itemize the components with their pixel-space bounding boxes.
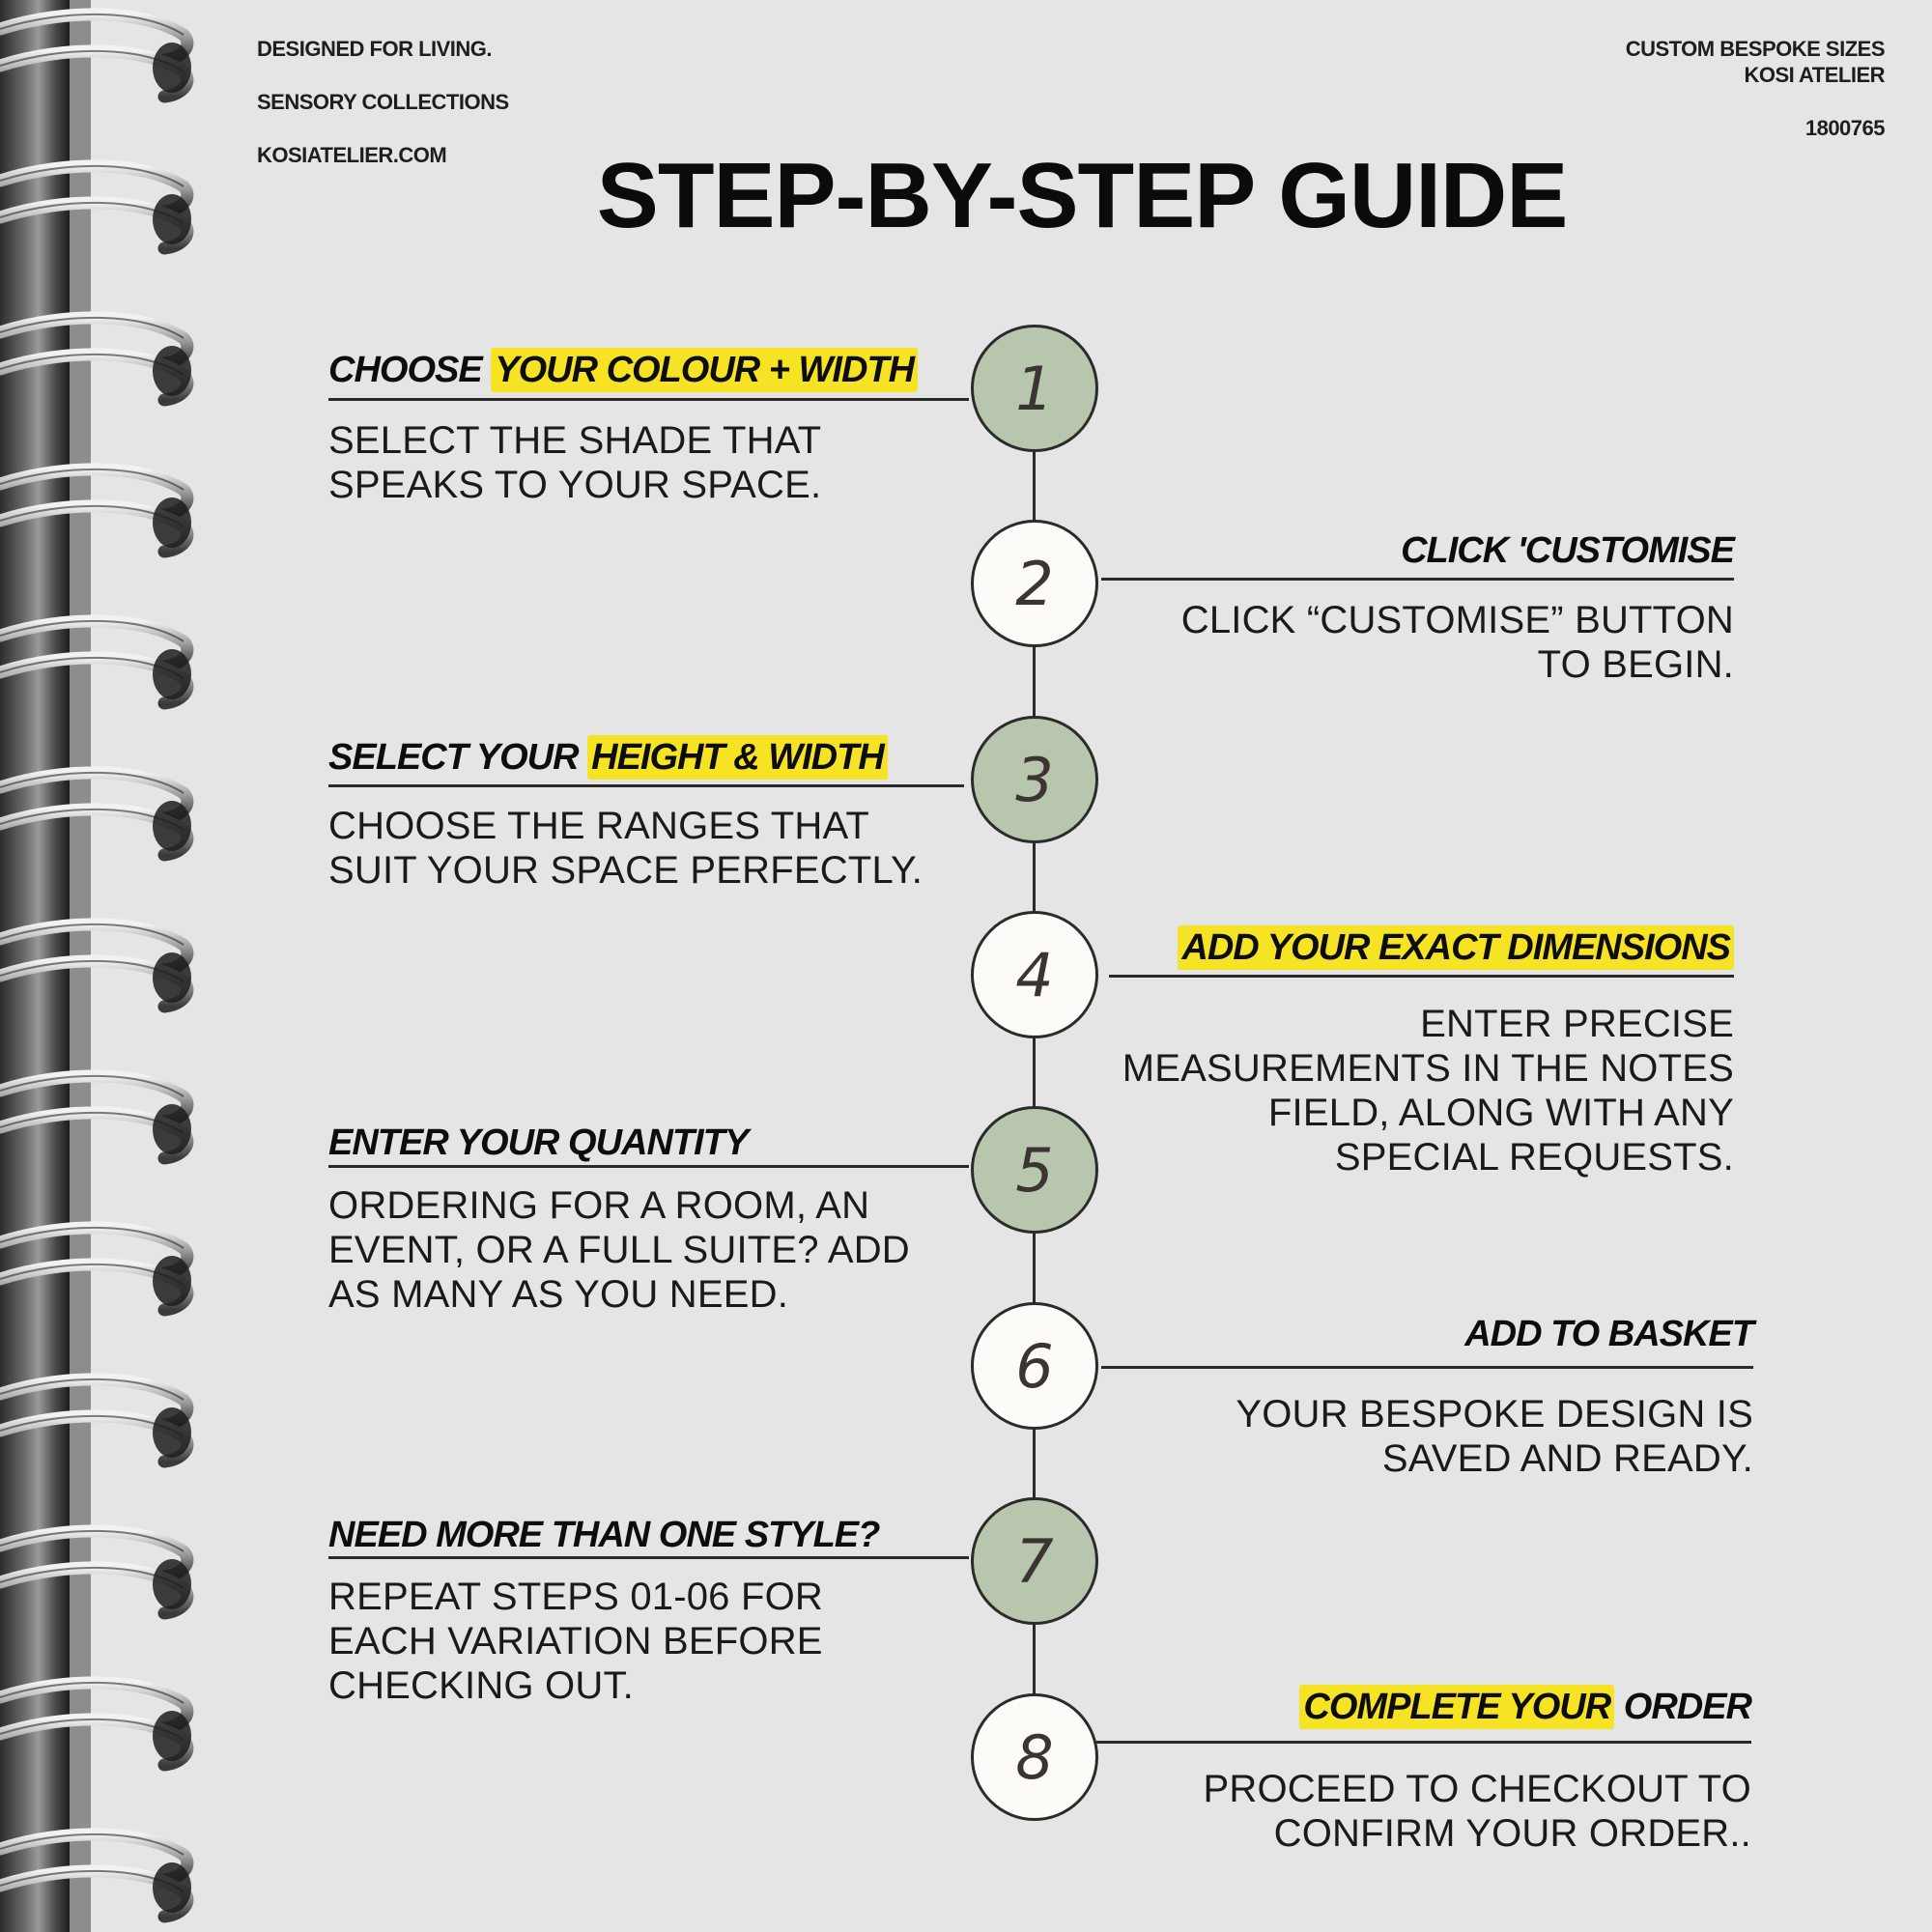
step-description-line: MEASUREMENTS IN THE NOTES [1122, 1047, 1734, 1090]
step-title-highlight: YOUR COLOUR + WIDTH [491, 348, 918, 392]
step-number-circle: 2 [971, 520, 1098, 647]
step-divider [328, 784, 964, 787]
step-description-line: REPEAT STEPS 01-06 FOR [328, 1576, 823, 1618]
step-title-text: NEED MORE THAN ONE STYLE? [328, 1515, 880, 1555]
step-title-text: SELECT YOUR [328, 737, 588, 778]
page-title: STEP-BY-STEP GUIDE [596, 144, 1568, 247]
step-description-line: TO BEGIN. [1537, 643, 1734, 686]
step-title-highlight: ADD YOUR EXACT DIMENSIONS [1178, 925, 1734, 970]
step-description-line: SUIT YOUR SPACE PERFECTLY. [328, 849, 923, 892]
step-divider [1109, 975, 1734, 978]
step-divider [1101, 1366, 1753, 1369]
step-description-line: CHECKING OUT. [328, 1664, 634, 1707]
step-number-circle: 8 [971, 1693, 1098, 1821]
step-description [328, 418, 821, 507]
step-title [328, 1124, 748, 1161]
step-title [328, 1517, 879, 1553]
step-description-line: ORDERING FOR A ROOM, AN [328, 1184, 870, 1227]
step-title-text: ADD TO BASKET [1464, 1314, 1753, 1354]
step-description [328, 804, 923, 893]
step-number-circle: 1 [971, 325, 1098, 452]
step-title-text: ENTER YOUR QUANTITY [328, 1122, 749, 1163]
step-description [328, 1183, 910, 1317]
step-title-suffix: ORDER [1614, 1687, 1751, 1727]
step-description-line: FIELD, ALONG WITH ANY [1267, 1092, 1734, 1134]
step-description-line: CONFIRM YOUR ORDER.. [1273, 1812, 1751, 1855]
step-title [1401, 532, 1734, 569]
spiral-binding [0, 0, 208, 1932]
header-subtitle: CUSTOM BESPOKE SIZES [1625, 37, 1885, 61]
step-description-line: ENTER PRECISE [1420, 1003, 1734, 1045]
brand-name: KOSI ATELIER [1744, 63, 1885, 87]
step-divider [1096, 1741, 1751, 1744]
step-description [328, 1575, 823, 1708]
website-link[interactable]: KOSIATELIER.COM [257, 143, 447, 167]
step-number-circle: 7 [971, 1497, 1098, 1625]
step-description [1122, 1002, 1734, 1179]
step-description-line: PROCEED TO CHECKOUT TO [1203, 1768, 1751, 1810]
step-divider [328, 398, 969, 401]
step-description-line: CLICK “CUSTOMISE” BUTTON [1180, 599, 1734, 641]
step-title [1464, 1316, 1753, 1352]
reference-number: 1800765 [1804, 116, 1885, 140]
step-number-circle: 3 [971, 716, 1098, 843]
step-divider [328, 1165, 969, 1168]
step-description [1181, 598, 1734, 687]
step-description-line: SAVED AND READY. [1381, 1437, 1753, 1480]
step-title [328, 739, 888, 776]
step-title [1178, 929, 1734, 966]
step-description-line: SPEAKS TO YOUR SPACE. [328, 464, 822, 506]
step-title [328, 352, 918, 388]
step-divider [328, 1556, 969, 1559]
step-number-circle: 6 [971, 1302, 1098, 1430]
step-number-circle: 4 [971, 911, 1098, 1038]
step-description [1204, 1767, 1752, 1856]
step-title-text: CHOOSE [328, 350, 492, 390]
step-title-highlight: COMPLETE YOUR [1299, 1685, 1614, 1729]
step-number-circle: 5 [971, 1106, 1098, 1234]
step-description-line: SELECT THE SHADE THAT [328, 419, 822, 462]
step-description [1236, 1392, 1753, 1481]
step-title-highlight: HEIGHT & WIDTH [587, 735, 888, 780]
step-description-line: EVENT, OR A FULL SUITE? ADD [328, 1229, 910, 1271]
step-description-line: AS MANY AS YOU NEED. [328, 1273, 789, 1316]
step-divider [1101, 578, 1734, 581]
step-title [1299, 1689, 1751, 1725]
step-description-line: EACH VARIATION BEFORE [328, 1620, 823, 1662]
step-title-text: CLICK 'CUSTOMISE [1401, 530, 1734, 571]
step-description-line: YOUR BESPOKE DESIGN IS [1236, 1393, 1753, 1435]
step-description-line: SPECIAL REQUESTS. [1334, 1136, 1734, 1179]
collection-name: SENSORY COLLECTIONS [257, 90, 509, 114]
tagline: DESIGNED FOR LIVING. [257, 37, 493, 61]
step-description-line: CHOOSE THE RANGES THAT [328, 805, 870, 847]
